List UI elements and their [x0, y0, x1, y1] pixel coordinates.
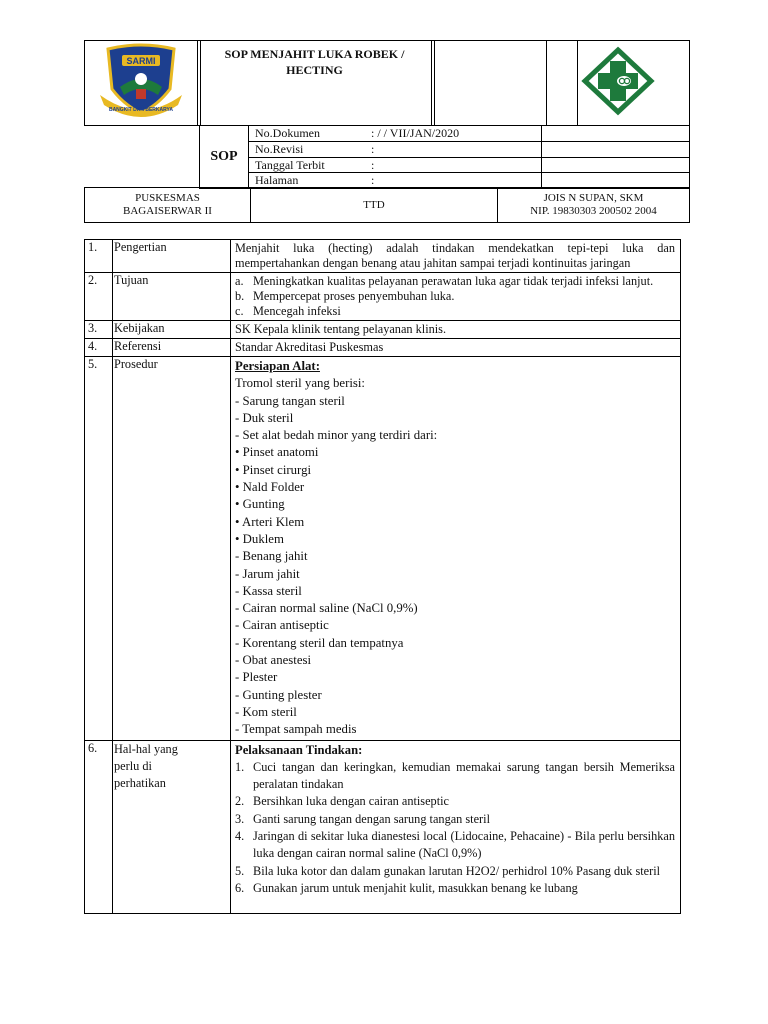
equipment-line: - Korentang steril dan tempatnya: [235, 635, 404, 650]
equipment-line: Tromol steril yang berisi:: [235, 376, 365, 391]
equipment-line: • Pinset anatomi: [235, 445, 319, 460]
equipment-line: - Cairan antiseptic: [235, 618, 329, 633]
meta-extra: [542, 157, 690, 173]
list-marker: b.: [235, 289, 245, 303]
row-referensi: [85, 339, 681, 357]
equipment-line: - Kom steril: [235, 704, 297, 719]
list-text: Mempercepat proses penyembuhan luka.: [253, 289, 455, 303]
row-number: 2.: [85, 273, 113, 321]
meta-value: :: [371, 173, 375, 188]
equipment-line: - Tempat sampah medis: [235, 722, 357, 737]
equipment-line: - Cairan normal saline (NaCl 0,9%): [235, 601, 418, 616]
equipment-line: - Duk steril: [235, 410, 294, 425]
procedure-step: [235, 793, 675, 810]
organization-line1: PUSKESMAS: [135, 192, 200, 204]
signer-name: JOIS N SUPAN, SKM: [543, 192, 644, 204]
row-label: Tujuan: [113, 273, 231, 321]
list-item: [235, 274, 675, 289]
prosedur-content: [231, 357, 681, 741]
procedure-steps: [235, 759, 675, 897]
meta-extra: [542, 126, 690, 142]
list-text: Meningkatkan kualitas pelayanan perawatan luka agar tidak terjadi infeksi lanjut.: [253, 274, 654, 288]
row-kebijakan: [85, 321, 681, 339]
referensi-text: Standar Akreditasi Puskesmas: [231, 339, 681, 357]
step-text: Bersihkan luka dengan cairan antiseptic: [253, 794, 449, 809]
emblem-motto-text: BANGKIT DAN BERKARYA: [108, 107, 174, 113]
equipment-list: [235, 375, 675, 738]
row-label: [113, 740, 231, 913]
step-text: Gunakan jarum untuk menjahit kulit, masukkan benang ke lubang: [253, 880, 578, 895]
meta-label: No.Revisi: [255, 141, 304, 156]
emblem-name-text: SARMI: [126, 56, 156, 66]
signer-cell: [498, 188, 690, 223]
organization-line2: BAGAISERWAR II: [123, 205, 212, 217]
step-text: Cuci tangan dan keringkan, kemudian memakai sarung tangan bersih Memeriksa peralatan tindakan: [253, 759, 675, 792]
equipment-line: • Nald Folder: [235, 480, 305, 495]
meta-label: Tanggal Terbit: [255, 157, 325, 172]
signer-nip: NIP. 19830303 200502 2004: [530, 205, 657, 217]
section-heading: Pelaksanaan Tindakan:: [235, 742, 363, 757]
step-text: Jaringan di sekitar luka dianestesi local (Lidocaine, Pehacaine) - Bila perlu bersihkan luka dengan cairan normal saline (NaCl 0,9%): [253, 829, 675, 861]
equipment-line: - Sarung tangan steril: [235, 393, 345, 408]
step-number: 5.: [235, 863, 245, 878]
pengertian-text: Menjahit luka (hecting) adalah tindakan mendekatkan tepi-tepi luka dan mempertahankan dengan benang atau jahitan sampai terjadi kontinuitas jaringan: [231, 240, 681, 273]
meta-row-tanggal: [249, 157, 542, 173]
step-number: 1.: [235, 759, 245, 774]
meta-label: Halaman: [255, 173, 299, 188]
row-label: Referensi: [113, 339, 231, 357]
step-number: 4.: [235, 829, 245, 844]
equipment-line: • Gunting: [235, 497, 285, 512]
row-tujuan: [85, 273, 681, 321]
signature-table: [84, 187, 690, 223]
procedure-step: [235, 880, 675, 897]
equipment-line: • Pinset cirurgi: [235, 462, 312, 477]
equipment-line: - Plester: [235, 670, 278, 685]
equipment-line: - Kassa steril: [235, 583, 302, 598]
document-title-line1: SOP MENJAHIT LUKA ROBEK /: [224, 47, 405, 61]
row-prosedur: [85, 357, 681, 741]
list-item: [235, 289, 675, 304]
equipment-line: - Set alat bedah minor yang terdiri dari:: [235, 428, 438, 443]
procedure-step: [235, 828, 675, 863]
meta-row-dokumen: [249, 126, 542, 142]
header-frame: [84, 40, 690, 126]
row-label-line: Hal-hal yang: [114, 741, 178, 756]
row-label: Kebijakan: [113, 321, 231, 339]
sop-body-table: [84, 239, 681, 914]
row-number: 3.: [85, 321, 113, 339]
meta-label: No.Dokumen: [255, 126, 320, 140]
list-marker: a.: [235, 274, 244, 288]
row-label-line: perlu di: [114, 758, 152, 773]
meta-extra: [542, 141, 690, 157]
sop-label: SOP: [200, 126, 249, 189]
row-label: Pengertian: [113, 240, 231, 273]
meta-value: :: [371, 141, 375, 156]
equipment-line: - Jarum jahit: [235, 566, 300, 581]
pelaksanaan-content: [231, 740, 681, 913]
row-number: 1.: [85, 240, 113, 273]
row-label: Prosedur: [113, 357, 231, 741]
row-pengertian: [85, 240, 681, 273]
row-hal-hal: [85, 740, 681, 913]
section-heading: Persiapan Alat:: [235, 359, 320, 373]
meta-table: [199, 125, 690, 189]
equipment-line: - Obat anestesi: [235, 653, 312, 668]
equipment-line: • Arteri Klem: [235, 514, 305, 529]
equipment-line: - Gunting plester: [235, 687, 322, 702]
equipment-line: - Benang jahit: [235, 549, 308, 564]
tujuan-list: [231, 273, 681, 321]
meta-row-revisi: [249, 141, 542, 157]
step-number: 2.: [235, 794, 245, 809]
step-number: 6.: [235, 880, 245, 895]
row-number: 6.: [85, 740, 113, 913]
meta-value: : / / VII/JAN/2020: [371, 126, 460, 140]
list-item: [235, 304, 675, 319]
step-text: Ganti sarung tangan dengan sarung tangan steril: [253, 811, 490, 826]
document-title-line2: HECTING: [286, 63, 343, 77]
list-text: Mencegah infeksi: [253, 304, 341, 318]
kebijakan-text: SK Kepala klinik tentang pelayanan klinis.: [231, 321, 681, 339]
list-marker: c.: [235, 304, 244, 318]
row-number: 5.: [85, 357, 113, 741]
step-text: Bila luka kotor dan dalam gunakan larutan H2O2/ perhidrol 10% Pasang duk steril: [253, 863, 661, 878]
procedure-step: [235, 811, 675, 828]
organization-cell: [85, 188, 251, 223]
procedure-step: [235, 759, 675, 794]
ttd-cell: TTD: [251, 188, 498, 223]
row-label-line: perhatikan: [114, 776, 166, 791]
meta-value: :: [371, 157, 375, 172]
equipment-line: • Duklem: [235, 531, 284, 546]
row-number: 4.: [85, 339, 113, 357]
step-number: 3.: [235, 811, 245, 826]
procedure-step: [235, 863, 675, 880]
